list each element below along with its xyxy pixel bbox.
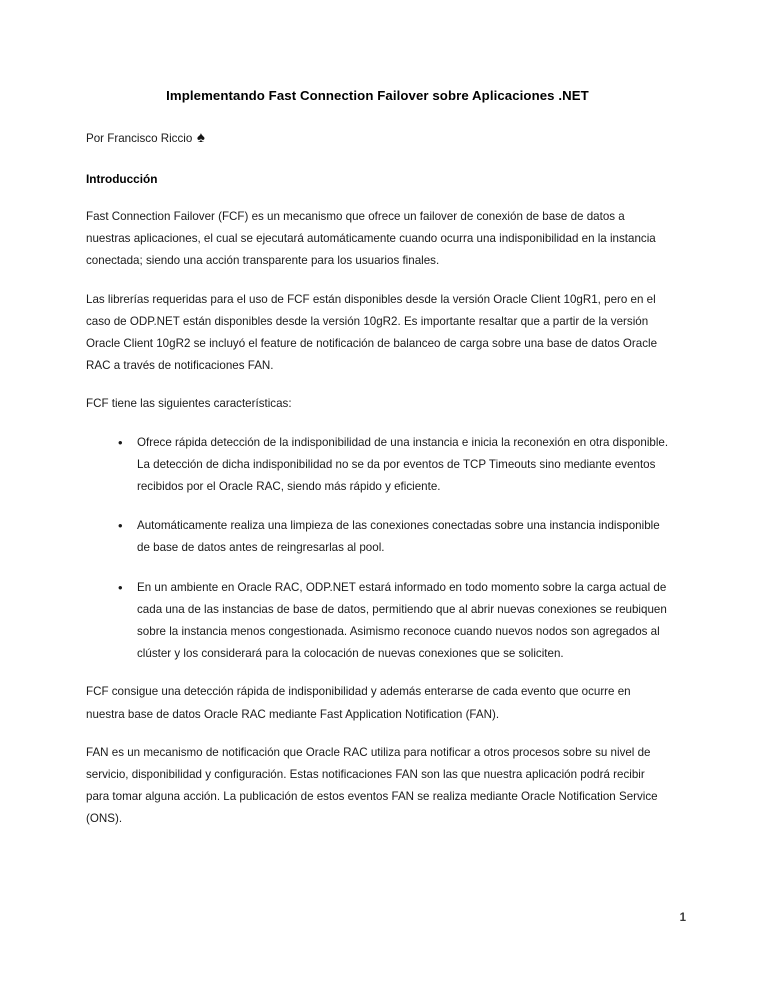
list-item: [86, 515, 669, 559]
author-name: Por Francisco Riccio: [86, 132, 193, 145]
oracle-ace-spade-icon: ♠: [196, 128, 205, 146]
document-body: [86, 86, 669, 831]
paragraph-intro-1: Fast Connection Failover (FCF) es un mecanismo que ofrece un failover de conexión de base de datos a nuestras aplicaciones, el cual se ejecutará automáticamente cuando ocurra una indisponibilidad en la instancia conectada; siendo una acción transparente para los usuarios finales.: [86, 210, 656, 268]
author-byline: [86, 128, 669, 150]
section-heading-introduccion: Introducción: [86, 172, 158, 186]
closing-paragraphs: [86, 681, 669, 830]
bullet-icon: •: [118, 518, 123, 534]
paragraph-intro-2: Las librerías requeridas para el uso de FCF están disponibles desde la versión Oracle Client 10gR1, pero en el caso de ODP.NET están disponibles desde la versión 10gR2. Es importante resaltar que a partir de la versión Oracle Client 10gR2 se incluyó el feature de notificación de balanceo de carga sobre una base de datos Oracle RAC a través de notificaciones FAN.: [86, 292, 658, 373]
page-number: 1: [679, 912, 686, 924]
bullet-icon: •: [118, 434, 123, 450]
paragraph-list-intro: FCF tiene las siguientes características:: [86, 397, 292, 411]
list-item-text: Automáticamente realiza una limpieza de las conexiones conectadas sobre una instancia indisponible de base de datos antes de reingresarlas al pool.: [137, 519, 660, 555]
paragraph-after-list-1: FCF consigue una detección rápida de indisponibilidad y además enterarse de cada evento que ocurre en nuestra base de datos Oracle RAC mediante Fast Application Notification (FAN).: [86, 685, 631, 721]
page-title: Implementando Fast Connection Failover sobre Aplicaciones .NET: [166, 88, 589, 103]
paragraph-after-list-2: FAN es un mecanismo de notificación que Oracle RAC utiliza para notificar a otros procesos sobre su nivel de servicio, disponibilidad y configuración. Estas notificaciones FAN son las que nuestra aplicación podrá recibir para tomar alguna acción. La publicación de estos eventos FAN se realiza mediante Oracle Notification Service (ONS).: [86, 745, 658, 826]
feature-list: [86, 432, 669, 666]
bullet-icon: •: [118, 579, 123, 595]
list-item: [86, 577, 669, 666]
list-item: [86, 432, 669, 499]
list-item-text: Ofrece rápida detección de la indisponibilidad de una instancia e inicia la reconexión en otra disponible. La detección de dicha indisponibilidad no se da por eventos de TCP Timeouts sino mediante eventos recibidos por el Oracle RAC, siendo más rápido y eficiente.: [137, 435, 669, 494]
list-item-text: En un ambiente en Oracle RAC, ODP.NET estará informado en todo momento sobre la carga actual de cada una de las instancias de base de datos, permitiendo que al abrir nuevas conexiones se reubiquen sobre la instancia menos congestionada. Asimismo reconoce cuando nuevos nodos son agregados al clúster y los considerará para la colocación de nuevas conexiones que se soliciten.: [137, 580, 667, 661]
